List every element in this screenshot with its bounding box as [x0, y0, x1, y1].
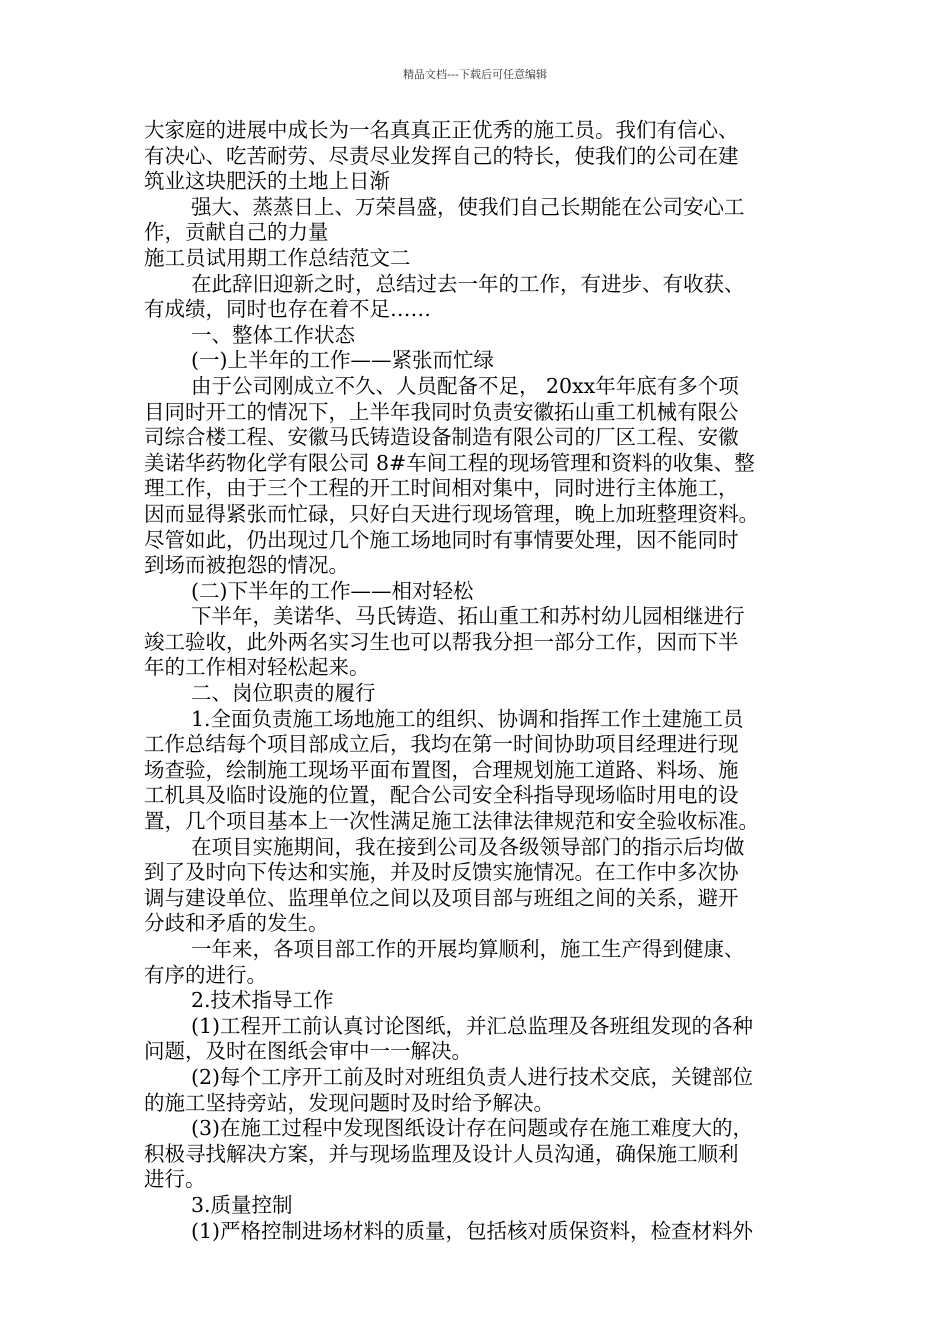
text-line: 筑业这块肥沃的土地上日渐 [144, 169, 390, 194]
text-line: (1)严格控制进场材料的质量，包括核对质保资料，检查材料外 [191, 1218, 754, 1243]
text-line: 年的工作相对轻松起来。 [144, 655, 370, 680]
text-line: 由于公司刚成立不久、人员配备不足， 20xx年年底有多个项 [191, 373, 739, 398]
text-line: 强大、蒸蒸日上、万荣昌盛，使我们自己长期能在公司安心工 [191, 194, 745, 219]
text-line: 二、岗位职责的履行 [191, 681, 376, 706]
text-line: 到场而被抱怨的情况。 [144, 553, 349, 578]
text-line: (一)上半年的工作——紧张而忙绿 [191, 348, 494, 373]
text-line: 1.全面负责施工场地施工的组织、协调和指挥工作土建施工员 [191, 706, 744, 731]
text-line: 美诺华药物化学有限公司 8#车间工程的现场管理和资料的收集、整 [144, 450, 755, 475]
text-line: 理工作，由于三个工程的开工时间相对集中，同时进行主体施工， [144, 476, 739, 501]
text-line: 有序的进行。 [144, 962, 267, 987]
text-line: 作，贡献自己的力量 [144, 220, 329, 245]
text-line: 进行。 [144, 1167, 206, 1192]
text-line: 大家庭的进展中成长为一名真真正正优秀的施工员。我们有信心、 [144, 118, 739, 142]
document-body [144, 118, 824, 1244]
text-line: 的施工坚持旁站，发现问题时及时给予解决。 [144, 1090, 554, 1115]
text-line: (2)每个工序开工前及时对班组负责人进行技术交底，关键部位 [191, 1064, 754, 1089]
page-header: 精品文档---下载后可任意编辑 [403, 68, 547, 81]
text-line: 尽管如此，仍出现过几个施工场地同时有事情要处理，因不能同时 [144, 527, 739, 552]
text-line: (3)在施工过程中发现图纸设计存在问题或存在施工难度大的， [191, 1116, 754, 1141]
text-line: 一年来，各项目部工作的开展均算顺利，施工生产得到健康、 [191, 937, 745, 961]
text-line: 有成绩，同时也存在着不足…… [144, 297, 431, 322]
text-line: 施工员试用期工作总结范文二 [144, 245, 411, 270]
text-line: 场查验，绘制施工现场平面布置图，合理规划施工道路、料场、施 [144, 757, 739, 782]
text-line: 置，几个项目基本上一次性满足施工法律法律规范和安全验收标准。 [144, 809, 759, 834]
text-line: (二)下半年的工作——相对轻松 [191, 578, 474, 603]
text-line: 目同时开工的情况下，上半年我同时负责安徽拓山重工机械有限公 [144, 399, 739, 424]
text-line: 积极寻找解决方案，并与现场监理及设计人员沟通，确保施工顺利 [144, 1141, 739, 1166]
text-line: 因而显得紧张而忙碌，只好白天进行现场管理，晚上加班整理资料。 [144, 501, 759, 526]
text-line: 在项目实施期间，我在接到公司及各级领导部门的指示后均做 [191, 834, 745, 859]
text-line: 在此辞旧迎新之时，总结过去一年的工作，有进步、有收获、 [191, 271, 745, 296]
text-line: 竣工验收，此外两名实习生也可以帮我分担一部分工作，因而下半 [144, 629, 739, 654]
text-line: 一、整体工作状态 [191, 322, 355, 347]
text-line: 下半年，美诺华、马氏铸造、拓山重工和苏村幼儿园相继进行 [191, 604, 745, 629]
text-line: 工机具及临时设施的位置，配合公司安全科指导现场临时用电的设 [144, 783, 739, 808]
text-line: 问题，及时在图纸会审中一一解决。 [144, 1039, 472, 1064]
text-line: 到了及时向下传达和实施，并及时反馈实施情况。在工作中多次协 [144, 860, 739, 885]
text-line: 司综合楼工程、安徽马氏铸造设备制造有限公司的厂区工程、安徽 [144, 425, 739, 450]
text-line: 3.质量控制 [191, 1192, 293, 1217]
text-line: 分歧和矛盾的发生。 [144, 911, 329, 936]
text-line: (1)工程开工前认真讨论图纸，并汇总监理及各班组发现的各种 [191, 1013, 754, 1038]
text-line: 工作总结每个项目部成立后，我均在第一时间协助项目经理进行现 [144, 732, 739, 757]
text-line: 2.技术指导工作 [191, 988, 334, 1013]
text-line: 调与建设单位、监理单位之间以及项目部与班组之间的关系，避开 [144, 885, 739, 910]
text-line: 有决心、吃苦耐劳、尽责尽业发挥自己的特长，使我们的公司在建 [144, 143, 739, 168]
